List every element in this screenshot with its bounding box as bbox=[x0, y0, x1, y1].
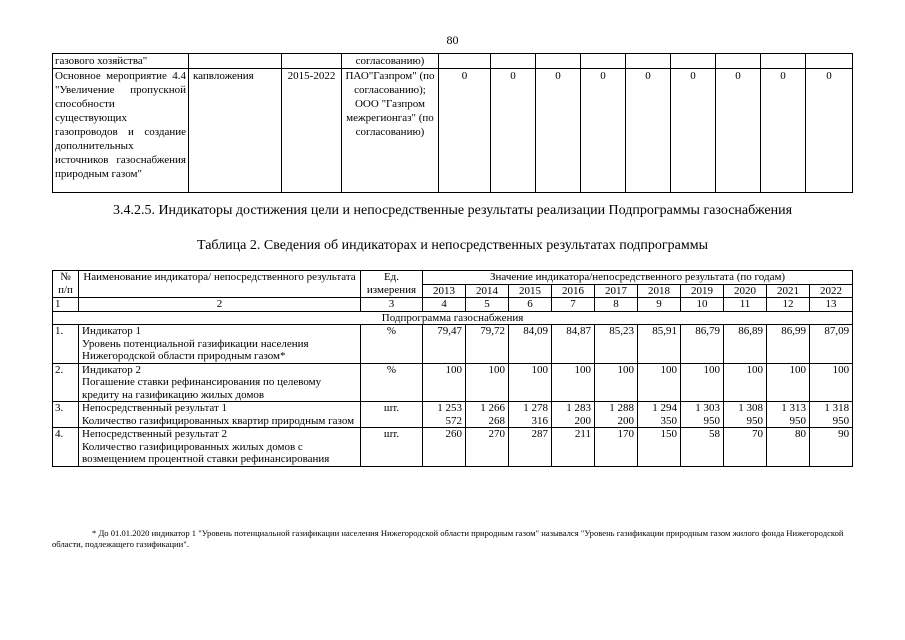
value-cell: 100 bbox=[509, 363, 552, 402]
funding-type-cell bbox=[189, 54, 282, 69]
col-header-year: 2020 bbox=[724, 284, 767, 298]
col-number: 13 bbox=[810, 298, 853, 312]
funding-type-cell: капвложения bbox=[189, 69, 282, 193]
value-cell: 0 bbox=[806, 69, 853, 193]
value-cell: 80 bbox=[767, 428, 810, 467]
value-cell: 58 bbox=[681, 428, 724, 467]
row-number: 2. bbox=[53, 363, 79, 402]
value-cell: 1 318 950 bbox=[810, 402, 853, 428]
value-cell: 86,99 bbox=[767, 325, 810, 364]
row-number: 3. bbox=[53, 402, 79, 428]
col-number: 12 bbox=[767, 298, 810, 312]
value-cell: 1 266 268 bbox=[466, 402, 509, 428]
value-cell: 84,09 bbox=[509, 325, 552, 364]
value-cell: 100 bbox=[767, 363, 810, 402]
section-heading: 3.4.2.5. Индикаторы достижения цели и непосредственные результаты реализации Подпрограммы газоснабжения bbox=[112, 203, 793, 218]
indicator-description: Погашение ставки рефинансирования по целевому кредиту на газификацию жилых домов bbox=[82, 376, 322, 401]
col-number: 1 bbox=[53, 298, 79, 312]
table-row bbox=[53, 325, 853, 364]
value-cell: 90 bbox=[810, 428, 853, 467]
value-cell: 150 bbox=[638, 428, 681, 467]
continued-measures-table bbox=[52, 53, 853, 193]
col-header-year: 2013 bbox=[423, 284, 466, 298]
value-cell bbox=[626, 54, 671, 69]
col-header-year: 2015 bbox=[509, 284, 552, 298]
value-cell: 100 bbox=[466, 363, 509, 402]
col-header-year: 2022 bbox=[810, 284, 853, 298]
col-number: 2 bbox=[79, 298, 361, 312]
col-number: 5 bbox=[466, 298, 509, 312]
value-cell bbox=[536, 54, 581, 69]
indicator-title: Индикатор 2 bbox=[82, 363, 142, 376]
table-row bbox=[53, 428, 853, 467]
indicator-description: Количество газифицированных квартир природным газом bbox=[82, 414, 355, 427]
value-cell: 79,72 bbox=[466, 325, 509, 364]
value-cell bbox=[581, 54, 626, 69]
value-cell: 1 253 572 bbox=[423, 402, 466, 428]
value-cell: 84,87 bbox=[552, 325, 595, 364]
table-row bbox=[53, 69, 853, 193]
footnote: * До 01.01.2020 индикатор 1 "Уровень потенциальной газификации населения Нижегородской области природным газом" назывался "Уровень газификации природным газом жилого фонда Нижегородской области, подлежащего газификации". bbox=[52, 528, 844, 549]
subprogram-label: Подпрограмма газоснабжения bbox=[53, 311, 853, 325]
indicator-name-cell bbox=[79, 363, 361, 402]
value-cell: 0 bbox=[491, 69, 536, 193]
col-number: 7 bbox=[552, 298, 595, 312]
value-cell: 0 bbox=[439, 69, 491, 193]
value-cell bbox=[806, 54, 853, 69]
row-number: 4. bbox=[53, 428, 79, 467]
row-number: 1. bbox=[53, 325, 79, 364]
col-number: 10 bbox=[681, 298, 724, 312]
value-cell: 1 283 200 bbox=[552, 402, 595, 428]
period-cell bbox=[282, 54, 342, 69]
column-number-row bbox=[53, 298, 853, 312]
col-number: 4 bbox=[423, 298, 466, 312]
table-row bbox=[53, 402, 853, 428]
value-cell: 260 bbox=[423, 428, 466, 467]
value-cell: 0 bbox=[761, 69, 806, 193]
value-cell: 0 bbox=[626, 69, 671, 193]
value-cell: 100 bbox=[552, 363, 595, 402]
col-header-no: № п/п bbox=[53, 271, 79, 298]
value-cell: 1 294 350 bbox=[638, 402, 681, 428]
value-cell: 100 bbox=[681, 363, 724, 402]
indicator-title: Непосредственный результат 1 bbox=[82, 402, 228, 414]
col-header-year: 2014 bbox=[466, 284, 509, 298]
col-header-unit: Ед. измерения bbox=[361, 271, 423, 298]
indicator-name-cell bbox=[79, 402, 361, 428]
table-title: Таблица 2. Сведения об индикаторах и непосредственных результатах подпрограммы bbox=[197, 238, 708, 253]
indicator-name-cell bbox=[79, 325, 361, 364]
value-cell bbox=[439, 54, 491, 69]
value-cell: 86,89 bbox=[724, 325, 767, 364]
value-cell: 287 bbox=[509, 428, 552, 467]
value-cell: 87,09 bbox=[810, 325, 853, 364]
value-cell: 85,91 bbox=[638, 325, 681, 364]
value-cell: 0 bbox=[671, 69, 716, 193]
unit-cell: шт. bbox=[361, 402, 423, 428]
value-cell: 85,23 bbox=[595, 325, 638, 364]
col-header-year: 2017 bbox=[595, 284, 638, 298]
col-header-name: Наименование индикатора/ непосредственного результата bbox=[79, 271, 361, 298]
value-cell: 0 bbox=[581, 69, 626, 193]
unit-cell: % bbox=[361, 325, 423, 364]
table-row bbox=[53, 54, 853, 69]
col-header-year: 2018 bbox=[638, 284, 681, 298]
col-header-values-group: Значение индикатора/непосредственного результата (по годам) bbox=[423, 271, 853, 285]
value-cell: 70 bbox=[724, 428, 767, 467]
indicator-title: Индикатор 1 bbox=[82, 325, 142, 337]
value-cell: 1 278 316 bbox=[509, 402, 552, 428]
unit-cell: % bbox=[361, 363, 423, 402]
col-number: 8 bbox=[595, 298, 638, 312]
value-cell: 270 bbox=[466, 428, 509, 467]
value-cell: 79,47 bbox=[423, 325, 466, 364]
measure-name-cell: газового хозяйства" bbox=[53, 54, 189, 69]
col-number: 3 bbox=[361, 298, 423, 312]
measure-name-cell: Основное мероприятие 4.4 "Увеличение пропускной способности существующих газопроводов и создание дополнительных источников газоснабжения природным газом" bbox=[53, 69, 189, 193]
col-header-year: 2016 bbox=[552, 284, 595, 298]
value-cell: 1 308 950 bbox=[724, 402, 767, 428]
table-row bbox=[53, 363, 853, 402]
value-cell: 100 bbox=[595, 363, 638, 402]
executor-cell: ПАО"Газпром" (по согласованию); ООО "Газпром межрегионгаз" (по согласованию) bbox=[342, 69, 439, 193]
indicators-table bbox=[52, 270, 853, 467]
col-number: 9 bbox=[638, 298, 681, 312]
value-cell: 86,79 bbox=[681, 325, 724, 364]
value-cell: 0 bbox=[536, 69, 581, 193]
value-cell bbox=[491, 54, 536, 69]
indicator-description: Количество газифицированных жилых домов с возмещением процентной ставки рефинансирования bbox=[82, 440, 330, 465]
value-cell: 0 bbox=[716, 69, 761, 193]
value-cell: 1 303 950 bbox=[681, 402, 724, 428]
value-cell: 100 bbox=[724, 363, 767, 402]
subprogram-row bbox=[53, 311, 853, 325]
value-cell bbox=[761, 54, 806, 69]
value-cell: 1 288 200 bbox=[595, 402, 638, 428]
value-cell: 1 313 950 bbox=[767, 402, 810, 428]
unit-cell: шт. bbox=[361, 428, 423, 467]
value-cell: 100 bbox=[423, 363, 466, 402]
col-number: 11 bbox=[724, 298, 767, 312]
indicator-title: Непосредственный результат 2 bbox=[82, 428, 228, 440]
executor-cell: согласованию) bbox=[342, 54, 439, 69]
indicator-name-cell bbox=[79, 428, 361, 467]
col-number: 6 bbox=[509, 298, 552, 312]
period-cell: 2015-2022 bbox=[282, 69, 342, 193]
value-cell bbox=[716, 54, 761, 69]
col-header-year: 2021 bbox=[767, 284, 810, 298]
value-cell: 170 bbox=[595, 428, 638, 467]
col-header-year: 2019 bbox=[681, 284, 724, 298]
value-cell: 100 bbox=[638, 363, 681, 402]
value-cell bbox=[671, 54, 716, 69]
header-row bbox=[53, 271, 853, 285]
value-cell: 211 bbox=[552, 428, 595, 467]
indicator-description: Уровень потенциальной газификации населения Нижегородской области природным газом* bbox=[82, 337, 309, 362]
page-number: 80 bbox=[446, 33, 459, 47]
value-cell: 100 bbox=[810, 363, 853, 402]
